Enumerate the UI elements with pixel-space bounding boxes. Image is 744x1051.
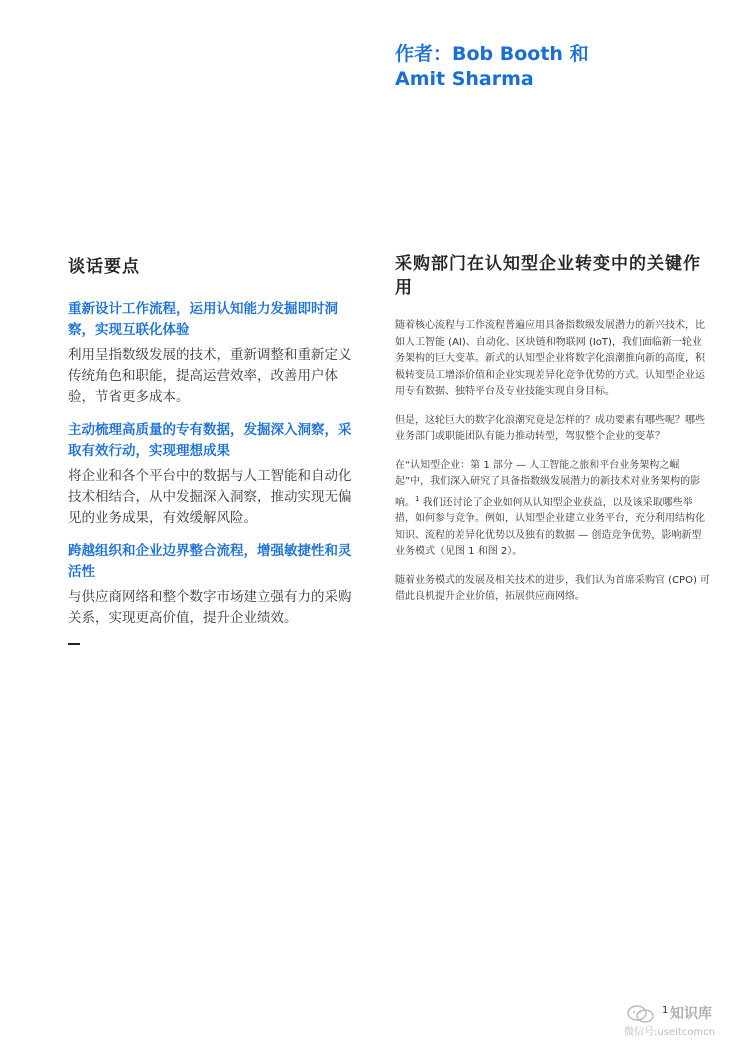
key-point-title: 主动梳理高质量的专有数据，发掘深入洞察，采取有效行动，实现理想成果: [68, 422, 352, 459]
key-point-body: 利用呈指数级发展的技术，重新调整和重新定义传统角色和职能，提高运营效率，改善用户体验，节省更多成本。: [68, 347, 352, 405]
author-block: [395, 42, 715, 92]
key-point: [68, 541, 364, 629]
watermark-subtitle: 微信号:useitcomcn: [624, 1027, 715, 1038]
key-point: [68, 299, 364, 408]
key-point-body: 将企业和各个平台中的数据与人工智能和自动化技术相结合，从中发掘深入洞察，推动实现无偏见的业务成果，有效缓解风险。: [68, 468, 352, 526]
key-points-column: [68, 252, 364, 645]
section-end-dash: [68, 643, 80, 645]
footnote-ref: 1: [415, 494, 420, 503]
author-line-1: 作者：Bob Booth 和: [395, 43, 589, 65]
key-points-heading: 谈话要点: [68, 257, 140, 277]
article-paragraph-4: 随着业务模式的发展及相关技术的进步，我们认为首席采购官 (CPO) 可借此良机提升企业价值，拓展供应商网络。: [395, 574, 711, 603]
article-paragraph-2: 但是，这轮巨大的数字化浪潮究竟是怎样的？成功要素有哪些呢？哪些业务部门或职能团队有能力推动转型，驾驭整个企业的变革？: [395, 414, 705, 442]
article-paragraph-3: [395, 458, 711, 561]
paragraph-3-part-a: 在“认知型企业：第 1 部分 — 人工智能之旅和平台业务架构之崛起”中，我们深入研究了具备指数级发展潜力的新技术对业务架构的影响。: [395, 459, 701, 508]
wechat-icon: [626, 1005, 656, 1023]
key-point: [68, 420, 364, 529]
paragraph-3-part-b: 我们还讨论了企业如何从认知型企业获益，以及该采取哪些举措，如何参与竞争。例如，认知型企业建立业务平台，充分利用结构化知识、流程的差异化优势以及独有的数据 — 创造竞争优势，影响新型业务模式（见图 1 和图 2）。: [395, 496, 705, 558]
page-number: 1: [662, 1005, 669, 1016]
article-heading: 采购部门在认知型企业转变中的关键作用: [395, 254, 701, 298]
key-point-body: 与供应商网络和整个数字市场建立强有力的采购关系，实现更高价值，提升企业绩效。: [68, 589, 352, 626]
key-point-title: 重新设计工作流程，运用认知能力发掘即时洞察，实现互联化体验: [68, 301, 338, 338]
key-point-title: 跨越组织和企业边界整合流程，增强敏捷性和灵活性: [68, 543, 352, 580]
article-paragraph-1: 随着核心流程与工作流程普遍应用具备指数级发展潜力的新兴技术，比如人工智能 (AI)、自动化、区块链和物联网 (IoT)，我们面临新一轮业务架构的巨大变革。新式的认知型企业将数字化浪潮推向新的高度，积极转变员工增添价值和企业实现差异化竞争优势的方式。认知型企业运用专有数据、独特平台及专业技能实现自身目标。: [395, 320, 705, 397]
watermark-name: 知识库: [670, 1006, 712, 1022]
page-footer: [622, 999, 732, 1039]
article-column: [395, 252, 711, 618]
author-line-2: Amit Sharma: [395, 68, 534, 90]
